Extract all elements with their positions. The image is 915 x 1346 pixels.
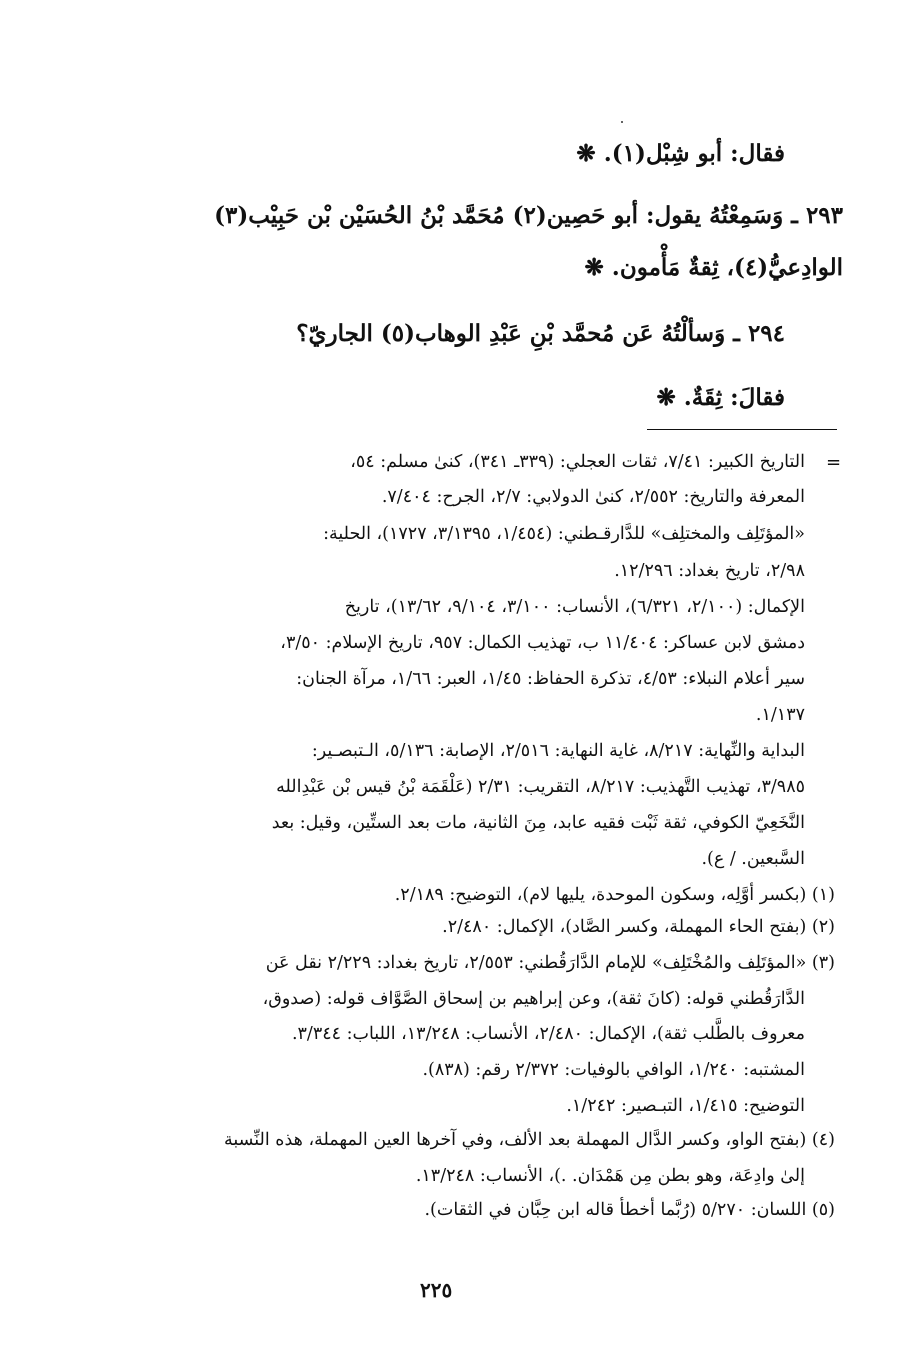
answer-line-294: [657, 384, 786, 411]
footnote-line: ١/١٣٧.: [755, 705, 805, 725]
speck: [621, 121, 623, 123]
entry-text: الوادِعيُّ(٤)، ثِقةٌ مَأْمون. ❋: [584, 254, 843, 281]
entry-text: ـ وَسألْتُهُ عَن مُحمَّد بْنِ عَبْدِ الوهاب(٥) الجاريّ؟: [296, 320, 748, 347]
page-number: ٢٢٥: [420, 1278, 453, 1302]
footnote-line: (٥) اللسان: ٥/٢٧٠ (رُبَّما أخطأ قاله ابن حِبَّان في الثقات).: [424, 1200, 835, 1220]
footnote-separator: [647, 429, 837, 430]
footnote-line: إلىٰ وادِعَة، وهو بطن مِن هَمْدَان. .)، الأنساب: ١٣/٢٤٨.: [415, 1166, 805, 1186]
entry-text: ـ وَسَمِعْتُهُ يقول: أبو حَصِين(٢) مُحَمَّد بْنُ الحُسَيْن بْن حَبِيْب(٣): [214, 202, 806, 229]
continuation-mark: =: [826, 452, 842, 473]
footnote-line: التوضيح: ١/٤١٥، التبـصير: ١/٢٤٢.: [566, 1096, 805, 1116]
entry-number: ٢٩٣: [805, 202, 843, 229]
entry-number: ٢٩٤: [747, 320, 785, 347]
footnote-line: معروف بالطَّلب ثقة)، الإكمال: ٢/٤٨٠، الأنساب: ١٣/٢٤٨، اللباب: ٣/٣٤٤.: [291, 1024, 805, 1044]
entry-293-line-2: [585, 254, 843, 281]
entry-294-line-1: [296, 320, 785, 347]
footnote-line: دمشق لابن عساكر: ١١/٤٠٤ ب، تهذيب الكمال: ٩٥٧، تاريخ الإسلام: ٣/٥٠،: [280, 633, 805, 653]
footnote-line: «المؤتَلِف والمختلِف» للدَّارقـطني: (١/٤٥٤، ٣/١٣٩٥، ١٧٢٧)، الحلية:: [323, 524, 805, 544]
footnote-line: السَّبعين. / ع).: [701, 849, 805, 869]
footnote-line: (٢) (بفتح الحاء المهملة، وكسر الصَّاد)، الإكمال: ٢/٤٨٠.: [442, 917, 835, 937]
footnote-line: المشتبه: ١/٢٤٠، الوافي بالوفيات: ٢/٣٧٢ رقم: (٨٣٨).: [422, 1060, 805, 1080]
footnote-line: (٣) «المؤتَلِف والمُخْتَلِف» للإمام الدَّارَقُطني: ٢/٥٥٣، تاريخ بغداد: ٢/٢٢٩ نقل عَن: [265, 953, 835, 973]
footnote-line: المعرفة والتاريخ: ٢/٥٥٢، كنىٰ الدولابي: ٢/٧، الجرح: ٧/٤٠٤.: [381, 487, 805, 507]
footnote-line: الدَّارَقُطني قوله: (كانَ ثقة)، وعن إبراهيم بن إسحاق الصَّوَّاف قوله: (صدوق،: [262, 989, 805, 1009]
answer-text: فقالَ: ثِقَةٌ. ❋: [656, 384, 785, 411]
footnote-line: ٢/٩٨، تاريخ بغداد: ١٢/٢٩٦.: [614, 561, 805, 581]
footnote-line: ٣/٩٨٥، تهذيب التَّهذيب: ٨/٢١٧، التقريب: ٢/٣١ (عَلْقَمَة بْنُ قيس بْن عَبْدِالله: [276, 777, 805, 797]
entry-293-line-1: [214, 202, 843, 229]
footnote-line: التاريخ الكبير: ٧/٤١، ثقات العجلي: (٣٣٩ـ ٣٤١)، كنىٰ مسلم: ٥٤،: [350, 452, 805, 472]
footnote-line: النَّخَعِيّ الكوفي، ثقة ثَبْت فقيه عابد، مِنَ الثانية، مات بعد الستِّين، وقيل: بعد: [271, 813, 805, 833]
footnote-line: (١) (بكسر أوَّلِه، وسكون الموحدة، يليها لام)، التوضيح: ٢/١٨٩.: [394, 885, 835, 905]
footnote-line: الإكمال: (٢/١٠٠، ٦/٣٢١)، الأنساب: ٣/١٠٠، ٩/١٠٤، ١٣/٦٢)، تاريخ: [344, 597, 805, 617]
footnote-line: سير أعلام النبلاء: ٤/٥٣، تذكرة الحفاظ: ١/٤٥، العبر: ١/٦٦، مرآة الجنان:: [296, 669, 805, 689]
footnote-line: (٤) (بفتح الواو، وكسر الدَّال المهملة بعد الألف، وفي آخرها العين المهملة، هذه النِّسبة: [223, 1130, 835, 1150]
answer-line-292: [576, 140, 785, 167]
footnote-line: البداية والنِّهاية: ٨/٢١٧، غاية النهاية: ٢/٥١٦، الإصابة: ٥/١٣٦، الـتبصـير:: [311, 741, 805, 761]
answer-text: فقال: أبو شِبْل(١). ❋: [576, 140, 785, 167]
